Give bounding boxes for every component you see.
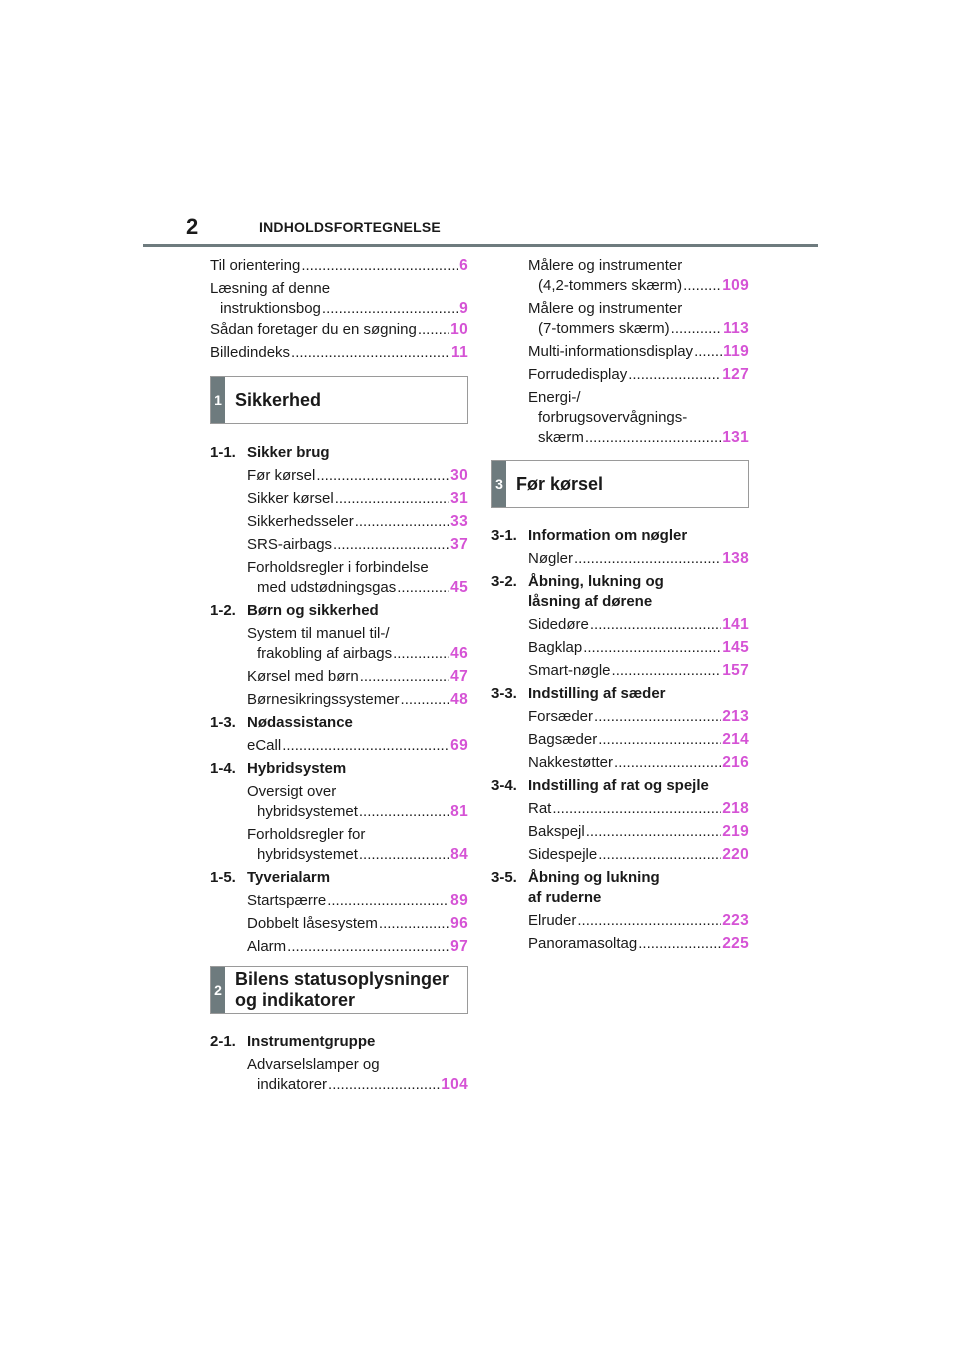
toc-entry[interactable]: System til manuel til-/ frakobling af airbags ..... 46: [247, 624, 468, 664]
page-link[interactable]: 45: [450, 579, 468, 596]
chapter-title: Sikkerhed: [235, 389, 322, 410]
page-link[interactable]: 127: [722, 366, 749, 383]
page-link[interactable]: 30: [450, 467, 468, 484]
page-link[interactable]: 213: [722, 708, 749, 725]
toc-entry[interactable]: Før kørsel ..... 30: [247, 466, 468, 486]
page-number: 2: [186, 214, 199, 239]
page-link[interactable]: 81: [450, 803, 468, 820]
toc-entry[interactable]: Forholdsregler for hybridsystemet ..... 84: [247, 825, 468, 865]
section-heading: 1-3. Nødassistance: [210, 714, 353, 731]
toc-entry[interactable]: Smart-nøgle ..... 157: [528, 661, 749, 681]
section-heading: 3-2. Åbning, lukning og låsning af dørene: [491, 573, 664, 610]
toc-left-column: [210, 256, 468, 1098]
page-link[interactable]: 113: [723, 320, 749, 337]
page-link[interactable]: 10: [450, 321, 468, 338]
page-link[interactable]: 84: [450, 846, 468, 863]
toc-entry[interactable]: eCall ..... 69: [247, 736, 468, 756]
toc-entry[interactable]: Nakkestøtter ..... 216: [528, 753, 749, 773]
toc-entry[interactable]: Kørsel med børn ..... 47: [247, 667, 468, 687]
toc-entry[interactable]: Forrudedisplay ..... 127: [528, 365, 749, 385]
page-link[interactable]: 131: [722, 429, 749, 446]
entry-title-line1: Læsning af denne: [210, 280, 331, 297]
toc-entry[interactable]: Elruder ..... 223: [528, 911, 749, 931]
toc-entry[interactable]: Sikkerhedsseler ..... 33: [247, 512, 468, 532]
section-heading: 1-2. Børn og sikkerhed: [210, 602, 379, 619]
toc-entry[interactable]: [210, 279, 468, 319]
toc-entry[interactable]: Advarselslamper og indikatorer ..... 104: [247, 1055, 468, 1095]
page-link[interactable]: 48: [450, 691, 468, 708]
page-link[interactable]: 96: [450, 915, 468, 932]
toc-entry[interactable]: Rat ..... 218: [528, 799, 749, 819]
toc-entry[interactable]: Bagsæder ..... 214: [528, 730, 749, 750]
page-link[interactable]: 119: [723, 343, 749, 360]
chapter-number: 3: [492, 461, 506, 507]
toc-entry[interactable]: Panoramasoltag ..... 225: [528, 934, 749, 954]
entry-title: Til orientering: [210, 257, 301, 274]
chapter-title: Bilens statusoplysninger og indikatorer: [235, 969, 450, 1010]
page-link[interactable]: 31: [450, 490, 468, 507]
page-link[interactable]: 69: [450, 737, 468, 754]
header-title: INDHOLDSFORTEGNELSE: [259, 219, 441, 235]
section-heading: 1-1. Sikker brug: [210, 444, 330, 461]
page-link[interactable]: 214: [722, 731, 749, 748]
toc-entry[interactable]: Sidespejle ..... 220: [528, 845, 749, 865]
section-heading: 1-4. Hybridsystem: [210, 760, 347, 777]
page-link[interactable]: 9: [459, 300, 468, 317]
page-link[interactable]: 6: [459, 257, 468, 274]
section-heading: 2-1. Instrumentgruppe: [210, 1033, 376, 1050]
chapter-number: 1: [211, 377, 225, 423]
page-link[interactable]: 37: [450, 536, 468, 553]
toc-entry[interactable]: Oversigt over hybridsystemet ..... 81: [247, 782, 468, 822]
page-link[interactable]: 109: [722, 277, 749, 294]
toc-entry[interactable]: Startspærre ..... 89: [247, 891, 468, 911]
toc-entry[interactable]: Sikker kørsel ..... 31: [247, 489, 468, 509]
toc-entry[interactable]: [210, 320, 468, 340]
toc-entry[interactable]: Bakspejl ..... 219: [528, 822, 749, 842]
toc-entry[interactable]: Energi-/ forbrugsovervågnings- skærm ..... 131: [528, 388, 749, 448]
section-heading: 3-4. Indstilling af rat og spejle: [491, 777, 709, 794]
page-link[interactable]: 33: [450, 513, 468, 530]
chapter-3-box[interactable]: [491, 460, 749, 508]
page-link[interactable]: 216: [722, 754, 749, 771]
toc-entry[interactable]: Forsæder ..... 213: [528, 707, 749, 727]
toc-entry[interactable]: Forholdsregler i forbindelse med udstødningsgas ..... 45: [247, 558, 468, 598]
toc-entry[interactable]: [210, 343, 468, 363]
toc-entry[interactable]: Målere og instrumenter (4,2-tommers skærm) ..... 109: [528, 256, 749, 296]
entry-title: Billedindeks: [210, 344, 291, 361]
page-link[interactable]: 97: [450, 938, 468, 955]
toc-entry[interactable]: Børnesikringssystemer ..... 48: [247, 690, 468, 710]
page-link[interactable]: 218: [722, 800, 749, 817]
page-link[interactable]: 220: [722, 846, 749, 863]
page-link[interactable]: 47: [450, 668, 468, 685]
toc-entry[interactable]: Målere og instrumenter (7-tommers skærm) ..... 113: [528, 299, 749, 339]
page-link[interactable]: 46: [450, 645, 468, 662]
section-heading: 3-1. Information om nøgler: [491, 527, 688, 544]
page-link[interactable]: 223: [722, 912, 749, 929]
chapter-1-box[interactable]: [210, 376, 468, 424]
toc-entry[interactable]: SRS-airbags ..... 37: [247, 535, 468, 555]
page-link[interactable]: 157: [722, 662, 749, 679]
chapter-number: 2: [211, 967, 225, 1013]
page-link[interactable]: 141: [722, 616, 749, 633]
page-link[interactable]: 225: [722, 935, 749, 952]
chapter-title: Før kørsel: [516, 473, 604, 494]
toc-right-column: [491, 256, 749, 957]
toc-entry[interactable]: [210, 256, 468, 276]
section-heading: 1-5. Tyverialarm: [210, 869, 331, 886]
toc-entry[interactable]: Bagklap ..... 145: [528, 638, 749, 658]
page-link[interactable]: 11: [451, 344, 468, 361]
section-heading: 3-5. Åbning og lukning af ruderne: [491, 869, 660, 906]
page-link[interactable]: 89: [450, 892, 468, 909]
page-link[interactable]: 219: [722, 823, 749, 840]
toc-entry[interactable]: Alarm ..... 97: [247, 937, 468, 957]
entry-title: Sådan foretager du en søgning: [210, 321, 417, 338]
page-link[interactable]: 145: [722, 639, 749, 656]
page-link[interactable]: 104: [441, 1076, 468, 1093]
toc-entry[interactable]: Sidedøre ..... 141: [528, 615, 749, 635]
header-divider: [143, 244, 818, 247]
entry-title: instruktionsbog: [220, 300, 321, 317]
toc-entry[interactable]: Dobbelt låsesystem ..... 96: [247, 914, 468, 934]
toc-entry[interactable]: Nøgler ..... 138: [528, 549, 749, 569]
toc-entry[interactable]: Multi-informationsdisplay ..... 119: [528, 342, 749, 362]
page-link[interactable]: 138: [722, 550, 749, 567]
chapter-2-box[interactable]: [210, 966, 468, 1014]
section-heading: 3-3. Indstilling af sæder: [491, 685, 666, 702]
